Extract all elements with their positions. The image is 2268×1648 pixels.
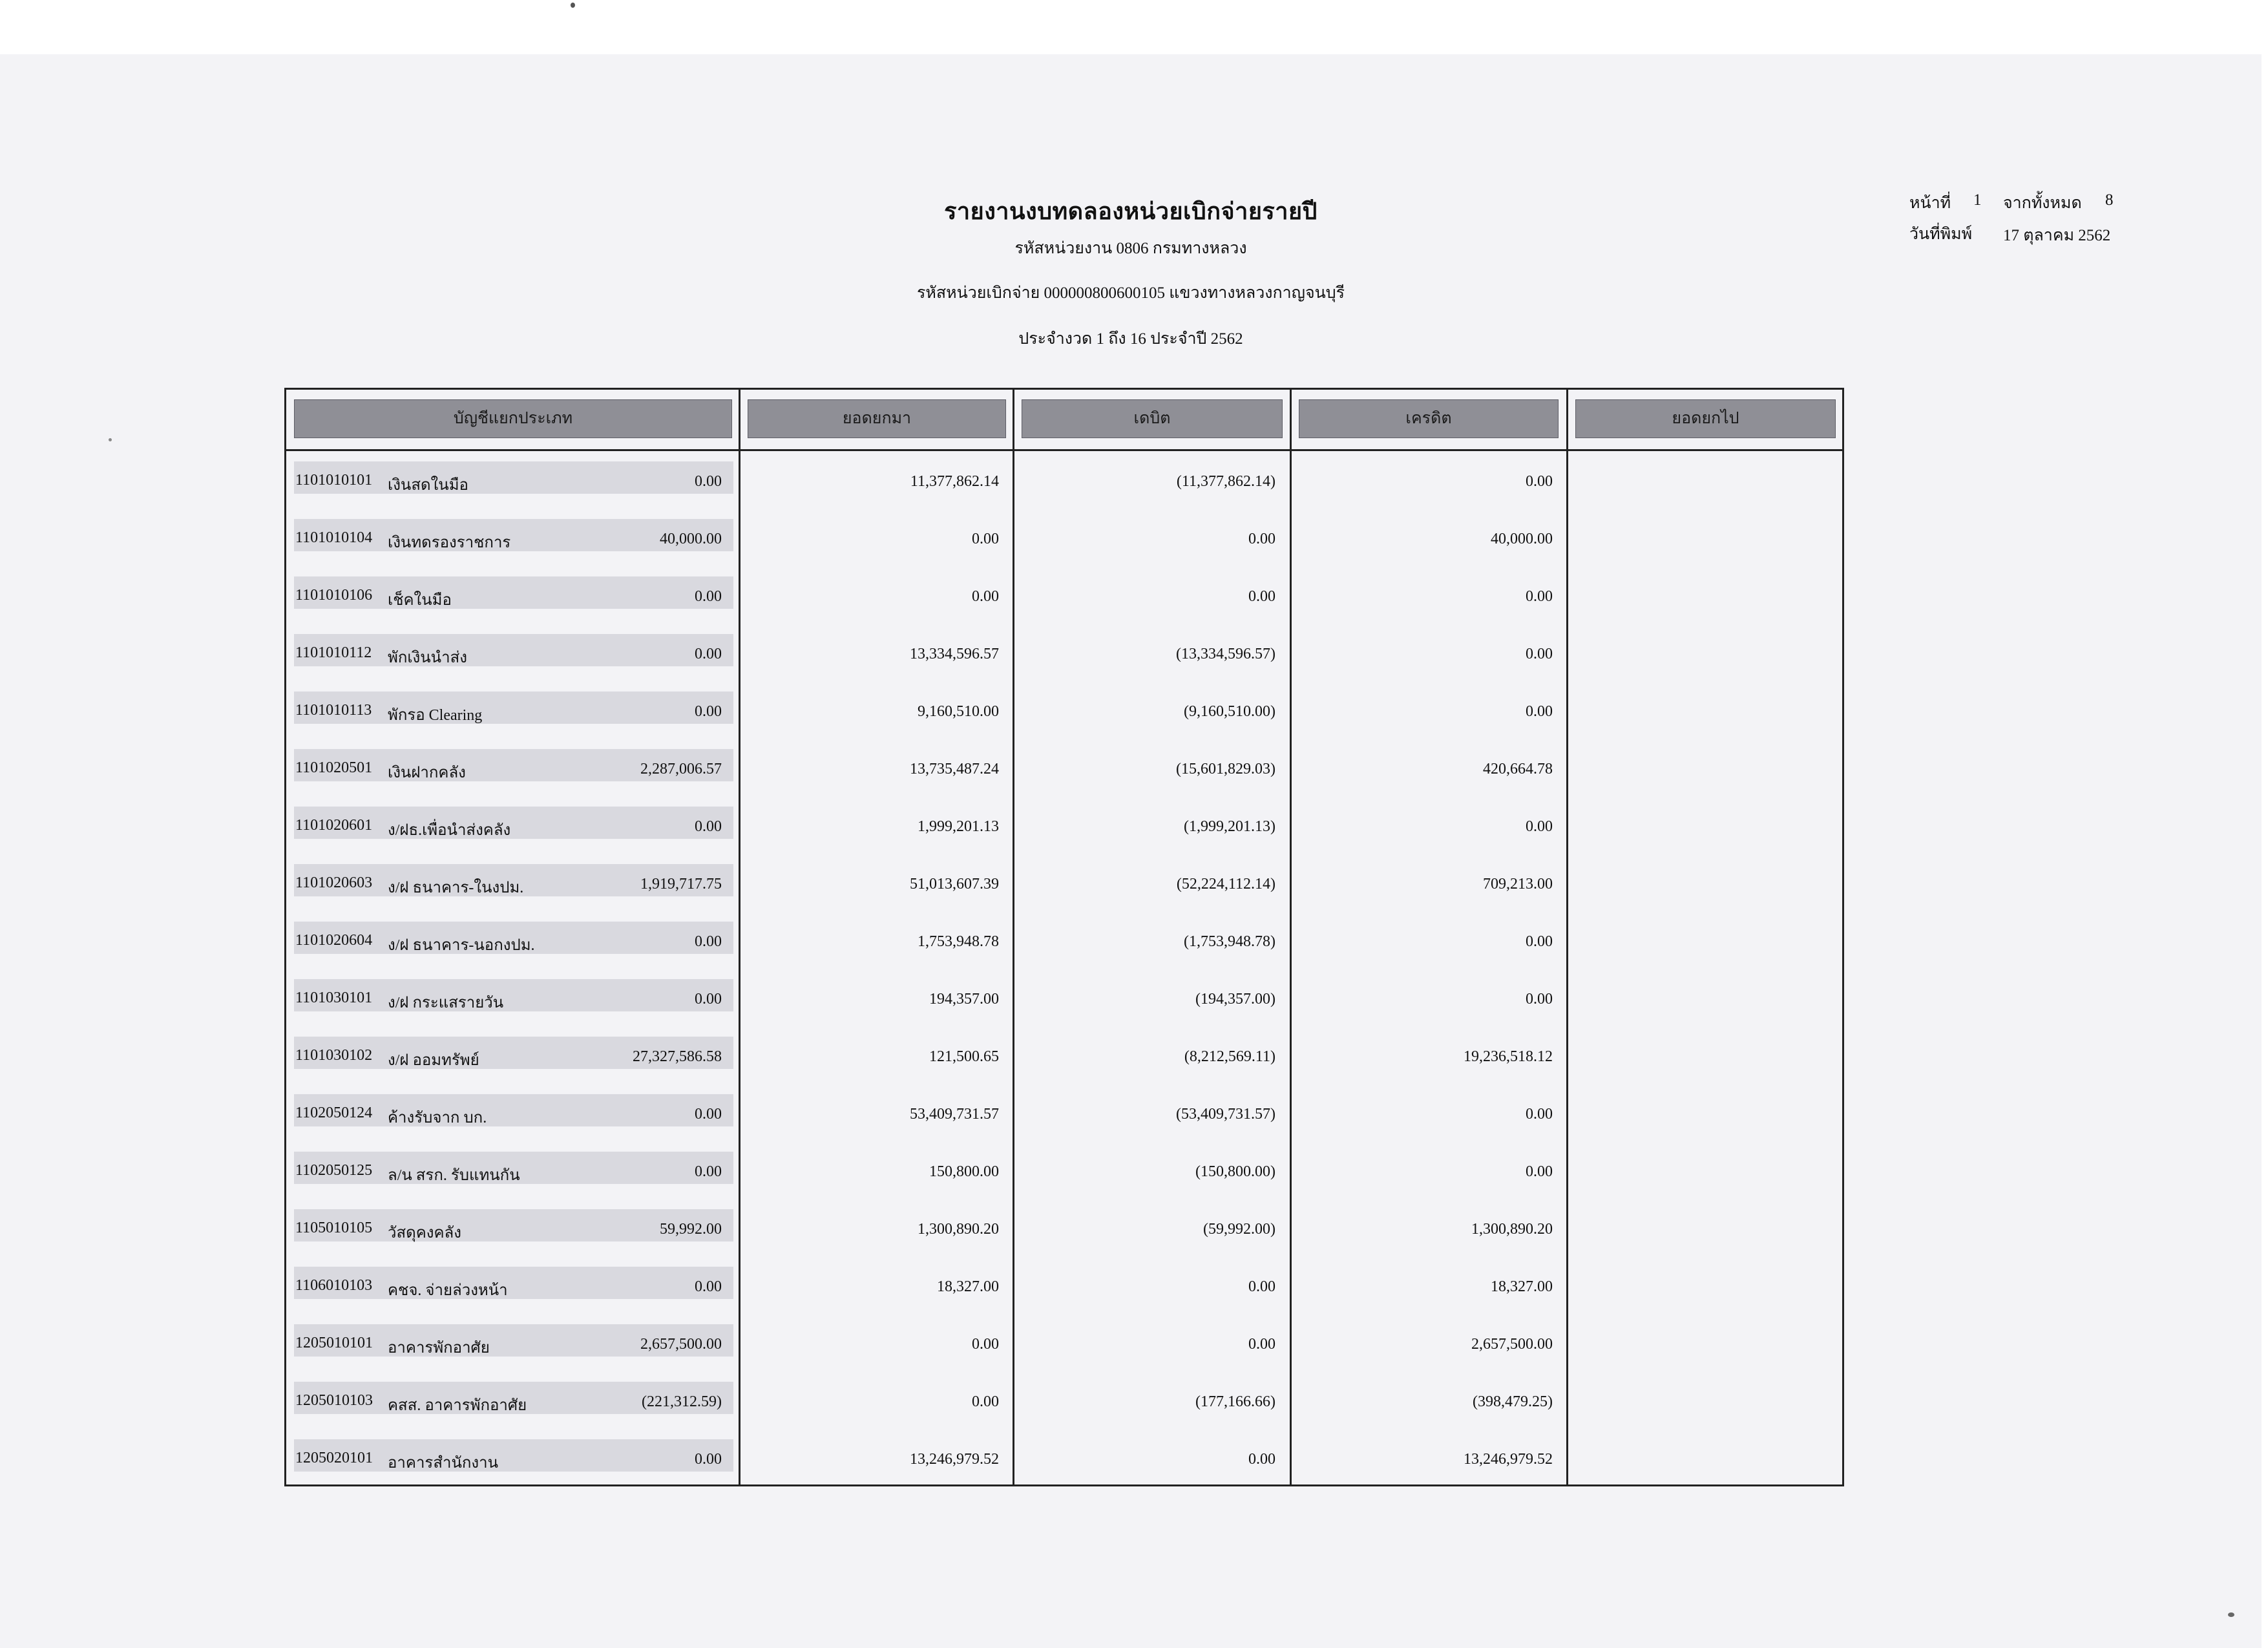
account-code: 1101020604 (295, 932, 373, 949)
debit-cell: 1,300,890.20 (918, 1221, 999, 1238)
debit-cell: 121,500.65 (929, 1048, 999, 1065)
account-name: คชจ. จ่ายล่วงหน้า (388, 1282, 508, 1299)
account-name: ค้างรับจาก บก. (388, 1110, 487, 1126)
table-row (286, 563, 1842, 620)
carried-forward-cell: 0.00 (1526, 1106, 1553, 1123)
total-pages: 8 (2105, 191, 2114, 209)
table-row (286, 966, 1842, 1023)
credit-cell: (8,212,569.11) (1184, 1048, 1276, 1065)
debit-cell: 13,246,979.52 (910, 1451, 999, 1468)
credit-cell: (150,800.00) (1195, 1163, 1276, 1180)
account-code: 1101030102 (295, 1047, 373, 1064)
account-name: ง/ฝ กระแสรายวัน (388, 995, 504, 1011)
credit-cell: 0.00 (1248, 1278, 1276, 1295)
carried-forward-cell: 0.00 (1526, 818, 1553, 835)
brought-forward-cell: 0.00 (695, 703, 722, 720)
scan-speck (571, 3, 575, 8)
debit-cell: 0.00 (972, 531, 999, 547)
brought-forward-cell: 0.00 (695, 1451, 722, 1468)
account-code: 1101010101 (295, 472, 373, 489)
brought-forward-cell: 2,287,006.57 (640, 761, 722, 777)
credit-cell: (1,753,948.78) (1184, 933, 1276, 950)
scan-speck (109, 438, 112, 441)
page-number: 1 (1973, 191, 1982, 209)
table-row (286, 1426, 1842, 1483)
carried-forward-cell: 0.00 (1526, 991, 1553, 1008)
account-name: ง/ฝ ธนาคาร-ในงปม. (388, 880, 524, 896)
account-code: 1205020101 (295, 1450, 373, 1466)
table-row (286, 448, 1842, 505)
carried-forward-cell: 0.00 (1526, 933, 1553, 950)
carried-forward-cell: 0.00 (1526, 703, 1553, 720)
brought-forward-cell: (221,312.59) (642, 1393, 722, 1410)
table-row (286, 1196, 1842, 1253)
account-code: 1205010101 (295, 1335, 373, 1351)
debit-cell: 9,160,510.00 (918, 703, 999, 720)
credit-cell: 0.00 (1248, 1451, 1276, 1468)
debit-cell: 1,753,948.78 (918, 933, 999, 950)
account-code: 1205010103 (295, 1392, 373, 1409)
carried-forward-cell: 18,327.00 (1491, 1278, 1553, 1295)
debit-cell: 150,800.00 (929, 1163, 999, 1180)
debit-cell: 0.00 (972, 1336, 999, 1353)
carried-forward-cell: 420,664.78 (1483, 761, 1553, 777)
brought-forward-cell: 0.00 (695, 933, 722, 950)
agency-line: รหัสหน่วยงาน 0806 กรมทางหลวง (1014, 240, 1247, 257)
debit-cell: 53,409,731.57 (910, 1106, 999, 1123)
credit-cell: (13,334,596.57) (1176, 646, 1276, 662)
account-name: พักเงินนำส่ง (388, 650, 467, 666)
account-code: 1101010104 (295, 529, 373, 546)
table-row (286, 793, 1842, 850)
brought-forward-cell: 0.00 (695, 1106, 722, 1123)
total-pages-label: จากทั้งหมด (2003, 195, 2082, 212)
column-header-brought-forward: ยอดยกมา (748, 399, 1006, 438)
credit-cell: 0.00 (1248, 1336, 1276, 1353)
debit-cell: 13,334,596.57 (910, 646, 999, 662)
column-header-debit: เดบิต (1022, 399, 1283, 438)
table-row (286, 1311, 1842, 1368)
account-code: 1101020501 (295, 759, 373, 776)
table-row (286, 908, 1842, 966)
carried-forward-cell: 0.00 (1526, 1163, 1553, 1180)
account-code: 1106010103 (295, 1277, 373, 1294)
carried-forward-cell: 0.00 (1526, 588, 1553, 605)
period-line: ประจำงวด 1 ถึง 16 ประจำปี 2562 (1018, 330, 1243, 348)
table-row (286, 505, 1842, 563)
trial-balance-table (284, 388, 1844, 1486)
brought-forward-cell: 27,327,586.58 (633, 1048, 722, 1065)
brought-forward-cell: 0.00 (695, 818, 722, 835)
debit-cell: 1,999,201.13 (918, 818, 999, 835)
account-name: อาคารสำนักงาน (388, 1455, 498, 1472)
brought-forward-cell: 40,000.00 (660, 531, 722, 547)
account-name: เงินทดรองราชการ (388, 534, 511, 551)
credit-cell: (15,601,829.03) (1176, 761, 1276, 777)
brought-forward-cell: 0.00 (695, 473, 722, 490)
account-code: 1101020603 (295, 874, 373, 891)
carried-forward-cell: 1,300,890.20 (1471, 1221, 1553, 1238)
debit-cell: 13,735,487.24 (910, 761, 999, 777)
account-code: 1101010112 (295, 644, 372, 661)
carried-forward-cell: 0.00 (1526, 646, 1553, 662)
column-header-carried-forward: ยอดยกไป (1575, 399, 1836, 438)
credit-cell: (177,166.66) (1195, 1393, 1276, 1410)
debit-cell: 11,377,862.14 (910, 473, 999, 490)
account-code: 1101010106 (295, 587, 373, 604)
account-name: พักรอ Clearing (388, 707, 483, 724)
account-name: อาคารพักอาศัย (388, 1340, 490, 1357)
brought-forward-cell: 0.00 (695, 991, 722, 1008)
debit-cell: 0.00 (972, 1393, 999, 1410)
credit-cell: (11,377,862.14) (1176, 473, 1276, 490)
credit-cell: (52,224,112.14) (1176, 876, 1276, 893)
credit-cell: 0.00 (1248, 531, 1276, 547)
account-name: เช็คในมือ (388, 592, 452, 609)
print-date-label: วันที่พิมพ์ (1909, 226, 1973, 243)
account-code: 1105010105 (295, 1220, 373, 1236)
account-code: 1101030101 (295, 989, 373, 1006)
carried-forward-cell: 19,236,518.12 (1464, 1048, 1553, 1065)
account-name: วัสดุคงคลัง (388, 1225, 461, 1241)
carried-forward-cell: 0.00 (1526, 473, 1553, 490)
debit-cell: 194,357.00 (929, 991, 999, 1008)
debit-cell: 18,327.00 (937, 1278, 999, 1295)
table-row (286, 1368, 1842, 1426)
credit-cell: 0.00 (1248, 588, 1276, 605)
carried-forward-cell: (398,479.25) (1473, 1393, 1553, 1410)
carried-forward-cell: 709,213.00 (1483, 876, 1553, 893)
account-code: 1101020601 (295, 817, 373, 834)
table-row (286, 1023, 1842, 1081)
account-name: คสส. อาคารพักอาศัย (388, 1397, 527, 1414)
debit-cell: 0.00 (972, 588, 999, 605)
account-name: เงินสดในมือ (388, 477, 468, 494)
account-name: เงินฝากคลัง (388, 765, 466, 781)
brought-forward-cell: 0.00 (695, 588, 722, 605)
account-name: ง/ฝ ออมทรัพย์ (388, 1052, 479, 1069)
account-code: 1102050124 (295, 1104, 373, 1121)
table-row (286, 1081, 1842, 1138)
column-header-credit: เครดิต (1299, 399, 1559, 438)
credit-cell: (53,409,731.57) (1176, 1106, 1276, 1123)
page-label: หน้าที่ (1909, 195, 1951, 212)
brought-forward-cell: 1,919,717.75 (640, 876, 722, 893)
table-row (286, 620, 1842, 678)
credit-cell: (9,160,510.00) (1184, 703, 1276, 720)
carried-forward-cell: 13,246,979.52 (1464, 1451, 1553, 1468)
account-name: ง/ฝธ.เพื่อนำส่งคลัง (388, 822, 511, 839)
brought-forward-cell: 0.00 (695, 1163, 722, 1180)
print-date: 17 ตุลาคม 2562 (2003, 227, 2111, 244)
table-row (286, 678, 1842, 735)
brought-forward-cell: 0.00 (695, 1278, 722, 1295)
account-name: ง/ฝ ธนาคาร-นอกงปม. (388, 937, 535, 954)
account-code: 1102050125 (295, 1162, 373, 1179)
brought-forward-cell: 59,992.00 (660, 1221, 722, 1238)
account-name: ล/น สรก. รับแทนกัน (388, 1167, 520, 1184)
brought-forward-cell: 2,657,500.00 (640, 1336, 722, 1353)
scan-speck (2228, 1612, 2234, 1617)
table-row (286, 1138, 1842, 1196)
column-header-account: บัญชีแยกประเภท (294, 399, 732, 438)
table-row (286, 735, 1842, 793)
report-title: รายงานงบทดลองหน่วยเบิกจ่ายรายปี (944, 198, 1318, 224)
credit-cell: (59,992.00) (1203, 1221, 1276, 1238)
account-code: 1101010113 (295, 702, 372, 719)
table-row (286, 850, 1842, 908)
carried-forward-cell: 40,000.00 (1491, 531, 1553, 547)
credit-cell: (194,357.00) (1195, 991, 1276, 1008)
carried-forward-cell: 2,657,500.00 (1471, 1336, 1553, 1353)
debit-cell: 51,013,607.39 (910, 876, 999, 893)
table-row (286, 1253, 1842, 1311)
disbursing-unit-line: รหัสหน่วยเบิกจ่าย 000000800600105 แขวงทางหลวงกาญจนบุรี (916, 284, 1345, 302)
credit-cell: (1,999,201.13) (1184, 818, 1276, 835)
brought-forward-cell: 0.00 (695, 646, 722, 662)
